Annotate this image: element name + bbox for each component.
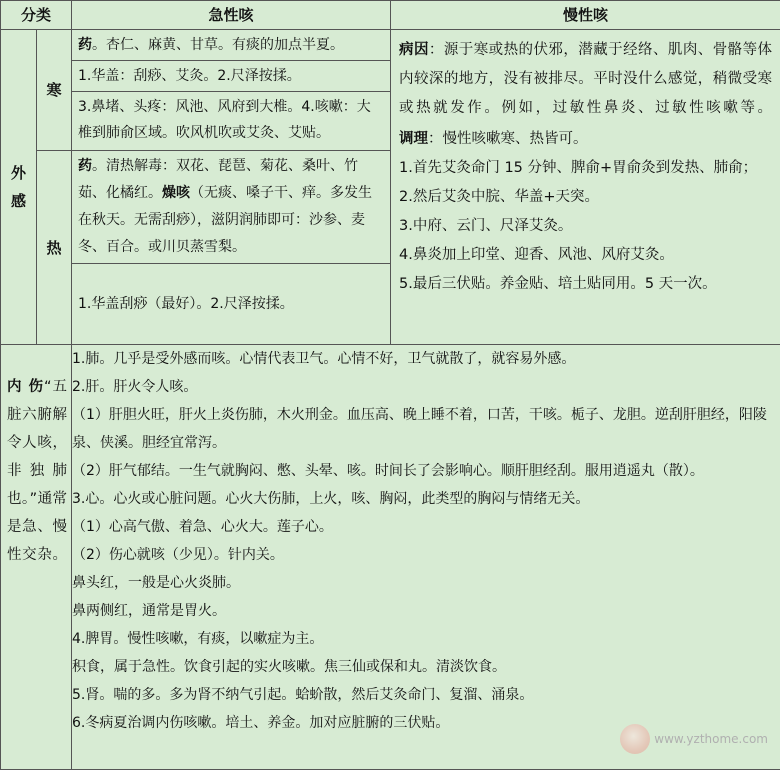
hot-dry-cough-label: 燥咳 [162,185,191,201]
neishang-line-6: （1）心高气傲、着急、心火大。莲子心。 [72,519,333,535]
chronic-cause-label: 病因 [399,42,429,58]
cold-label-cell [37,30,72,151]
hot-med-text-b: （无痰、嗓子干、痒。多发生在秋天。无需刮痧），滋阴润肺即可：沙参、麦冬、百合。或川贝蒸雪梨。 [78,185,373,255]
neishang-line-4: （2）肝气郁结。一生气就胸闷、憋、头晕、咳。时间长了会影响心。顺肝胆经刮。服用逍遥丸（散）。 [72,463,704,479]
waigan-label-cell [1,30,37,345]
cold-row2: 1.华盖：刮痧、艾灸。2.尺泽按揉。 [78,68,301,84]
cold-med-text: 。杏仁、麻黄、甘草。有痰的加点半夏。 [92,37,345,53]
site-watermark [620,724,768,754]
neishang-line-11: 积食，属于急性。饮食引起的实火咳嗽。焦三仙或保和丸。清淡饮食。 [72,659,507,675]
neishang-line-8: 鼻头红，一般是心火炎肺。 [72,575,241,591]
neishang-note: 通常是急、慢性交杂。 [7,491,68,563]
hot-med-text-a: 。清热解毒：双花、琵琶、菊花、桑叶、竹茹、化橘红。 [78,158,359,201]
chronic-treat-label: 调理 [399,131,429,147]
watermark-logo-icon [620,724,650,754]
hot-med-label: 药 [78,158,93,174]
cold-acute-cell [72,30,391,151]
chronic-step-1: 1.首先艾灸命门 15 分钟、脾俞+胃俞灸到发热、肺俞； [399,160,758,176]
chronic-step-4: 4.鼻炎加上印堂、迎香、风池、风府艾灸。 [399,247,674,263]
chronic-step-3: 3.中府、云门、尺泽艾灸。 [399,218,573,234]
neishang-line-5: 3.心。心火或心脏问题。心火大伤肺，上火，咳、胸闷，此类型的胸闷与情绪无关。 [72,491,590,507]
header-chronic: 慢性咳 [391,1,780,30]
neishang-label-cell [1,345,72,770]
cold-label: 寒 [46,81,62,99]
neishang-quote: “五脏六腑解令人咳，非独肺也。” [7,379,68,507]
waigan-label: 外感 [10,164,26,210]
neishang-line-2: 2.肝。肝火令人咳。 [72,379,198,395]
chronic-cell [391,30,780,345]
neishang-content-cell [72,345,780,770]
hot-label-cell [37,151,72,345]
hot-label: 热 [46,238,62,257]
chronic-step-2: 2.然后艾灸中脘、华盖+天突。 [399,189,599,205]
neishang-line-12: 5.肾。喘的多。多为肾不纳气引起。蛤蚧散，然后艾灸命门、复溜、涌泉。 [72,687,534,703]
neishang-line-3: （1）肝胆火旺，肝火上炎伤肺，木火刑金。血压高、晚上睡不着，口苦，干咳。栀子、龙胆。逆刮肝胆经，阳陵泉、侠溪。胆经宜常泻。 [72,407,767,451]
watermark-text: www.yzthome.com [654,732,768,746]
hot-row2: 1.华盖刮痧（最好）。2.尺泽按揉。 [78,296,294,312]
hot-acute-cell [72,151,391,345]
header-category: 分类 [1,1,72,30]
chronic-treat-text: ：慢性咳嗽寒、热皆可。 [428,131,588,147]
cold-row3: 3.鼻堵、头疼：风池、风府到大椎。4.咳嗽：大椎到肺俞区域。吹风机吹或艾灸、艾贴。 [78,99,371,141]
neishang-label: 内 伤 [7,379,45,395]
neishang-line-9: 鼻两侧红，通常是胃火。 [72,603,227,619]
neishang-line-13: 6.冬病夏治调内伤咳嗽。培土、养金。加对应脏腑的三伏贴。 [72,715,450,731]
header-acute: 急性咳 [72,1,391,30]
chronic-step-5: 5.最后三伏贴。养金贴、培土贴同用。5 天一次。 [399,276,717,292]
chronic-cause-text: ：源于寒或热的伏邪，潜藏于经络、肌肉、骨骼等体内较深的地方，没有被排尽。平时没什么感觉，稍微受寒或热就发作。例如，过敏性鼻炎、过敏性咳嗽等。 [399,42,773,116]
neishang-line-10: 4.脾胃。慢性咳嗽，有痰，以嗽症为主。 [72,631,324,647]
neishang-line-1: 1.肺。几乎是受外感而咳。心情代表卫气。心情不好，卫气就散了，就容易外感。 [72,351,576,367]
cold-med-label: 药 [78,37,93,53]
neishang-line-7: （2）伤心就咳（少见）。针内关。 [72,547,284,563]
